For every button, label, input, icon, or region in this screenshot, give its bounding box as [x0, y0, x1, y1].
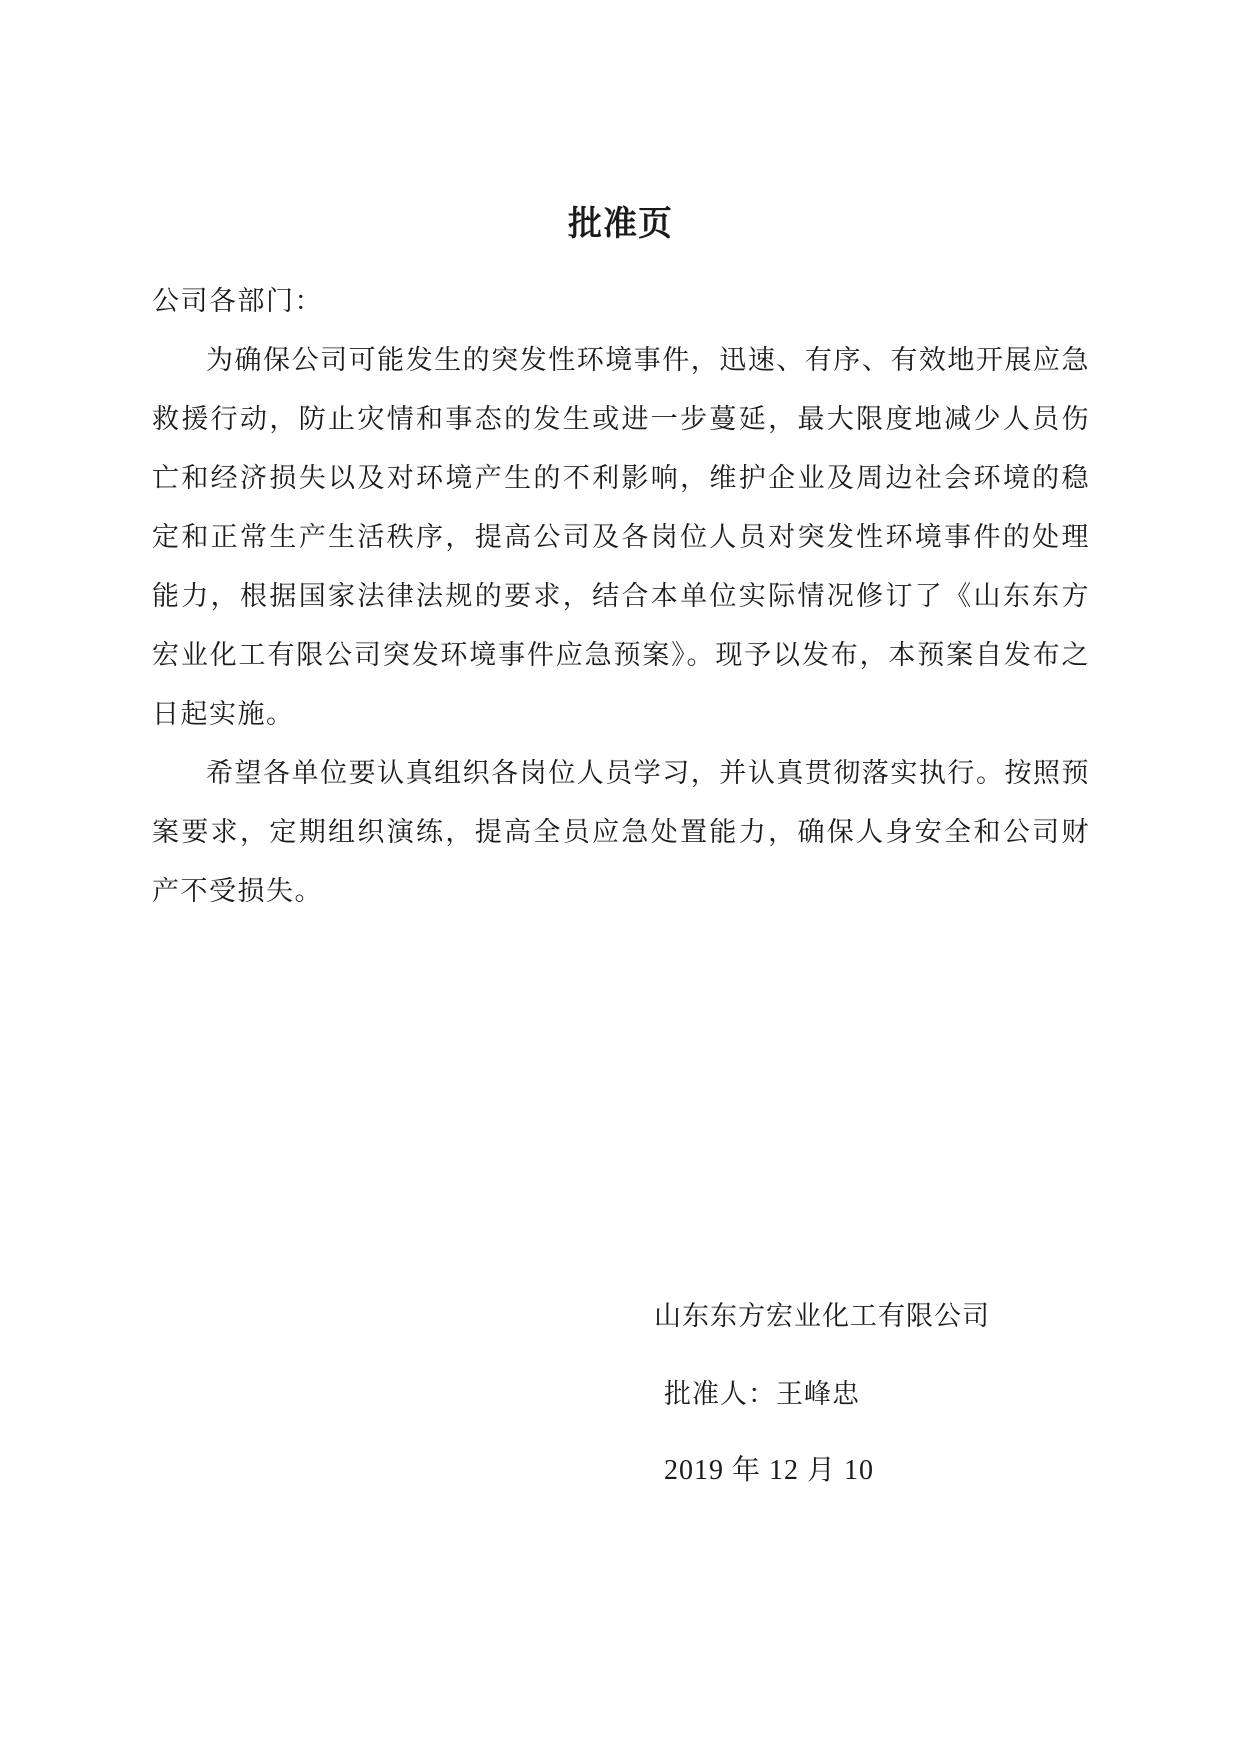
- document-body: [152, 272, 1090, 921]
- page-title: 批准页: [568, 204, 673, 244]
- signature-company: 山东东方宏业化工有限公司: [654, 1301, 990, 1332]
- paragraph-1: 为确保公司可能发生的突发性环境事件，迅速、有序、有效地开展应急救援行动，防止灾情和事态的发生或进一步蔓延，最大限度地减少人员伤亡和经济损失以及对环境产生的不利影响，维护企业及周边社会环境的稳定和正常生产生活秩序，提高公司及各岗位人员对突发性环境事件的处理能力，根据国家法律法规的要求，结合本单位实际情况修订了《山东东方宏业化工有限公司突发环境事件应急预案》。现予以发布，本预案自发布之日起实施。: [152, 345, 1090, 730]
- salutation: 公司各部门：: [152, 286, 323, 317]
- paragraph-2: 希望各单位要认真组织各岗位人员学习，并认真贯彻落实执行。按照预案要求，定期组织演练，提高全员应急处置能力，确保人身安全和公司财产不受损失。: [152, 758, 1090, 907]
- signature-approver: 批准人：王峰忠: [664, 1379, 860, 1410]
- signature-date: 2019 年 12 月 10: [664, 1455, 875, 1486]
